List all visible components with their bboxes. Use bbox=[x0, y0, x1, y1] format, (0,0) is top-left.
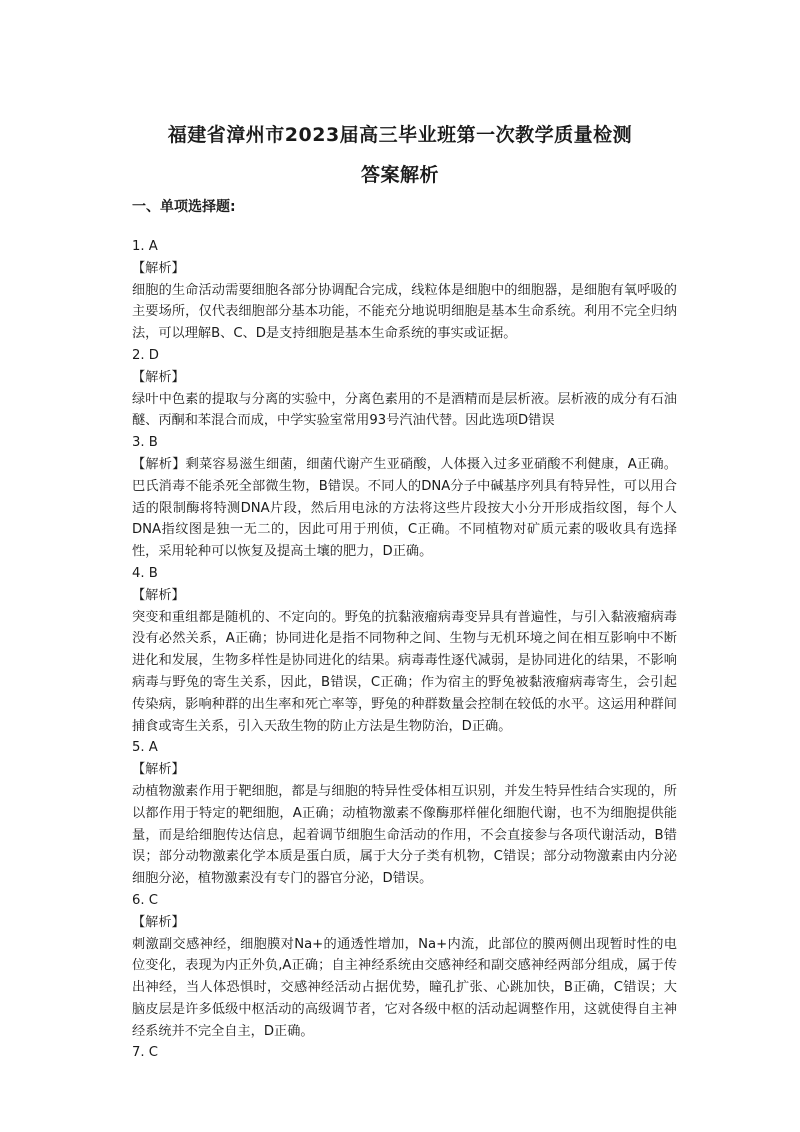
analysis-body: 剩菜容易滋生细菌，细菌代谢产生亚硝酸，人体摄入过多亚硝酸不利健康，A正确。巴氏消毒不能杀死全部微生物，B错误。不同人的DNA分子中碱基序列具有特异性，可以用合适的限制酶将特测DNA片段，然后用电泳的方法将这些片段按大小分开形成指纹图，每个人DNA指纹图是独一无二的，因此可用于刑侦，C正确。不同植物对矿质元素的吸收具有选择性，采用轮种可以恢复及提高土壤的肥力，D正确。 bbox=[132, 456, 677, 560]
question-5 bbox=[132, 737, 677, 890]
analysis-text: 绿叶中色素的提取与分离的实验中，分离色素用的不是酒精而是层析液。层析液的成分有石油醚、丙酮和苯混合而成，中学实验室常用93号汽油代替。因此选项D错误 bbox=[132, 391, 677, 429]
analysis-text bbox=[132, 454, 677, 563]
analysis-tag: 【解析】 bbox=[132, 762, 185, 778]
question-3 bbox=[132, 432, 677, 563]
analysis-text: 细胞的生命活动需要细胞各部分协调配合完成，线粒体是细胞中的细胞器，是细胞有氧呼吸的主要场所，仅代表细胞部分基本功能，不能充分地说明细胞是基本生命系统。利用不完全归纳法，可以理解B、C、D是支持细胞是基本生命系统的事实或证据。 bbox=[132, 282, 677, 342]
section-heading: 一、单项选择题: bbox=[132, 199, 236, 215]
analysis-tag: 【解析】 bbox=[132, 914, 185, 930]
question-number: 6. C bbox=[132, 892, 158, 908]
analysis-text: 刺激副交感神经，细胞膜对Na+的通透性增加，Na+内流，此部位的膜两侧出现暂时性的电位变化，表现为内正外负,A正确；自主神经系统由交感神经和副交感神经两部分组成，属于传出神经，当人体恐惧时，交感神经活动占据优势，瞳孔扩张、心跳加快，B正确，C错误；大脑皮层是许多低级中枢活动的高级调节者，它对各级中枢的活动起调整作用，这就使得自主神经系统并不完全自主，D正确。 bbox=[132, 936, 677, 1039]
document-title: 福建省漳州市2023届高三毕业班第一次教学质量检测 bbox=[167, 124, 633, 146]
question-6 bbox=[132, 890, 677, 1043]
analysis-tag: 【解析】 bbox=[132, 369, 185, 385]
question-1 bbox=[132, 236, 677, 345]
question-4 bbox=[132, 563, 677, 737]
question-2 bbox=[132, 345, 677, 432]
analysis-text: 突变和重组都是随机的、不定向的。野兔的抗黏液瘤病毒变异具有普遍性，与引入黏液瘤病毒没有必然关系，A正确；协同进化是指不同物种之间、生物与无机环境之间在相互影响中不断进化和发展，生物多样性是协同进化的结果。病毒毒性逐代减弱，是协同进化的结果，不影响病毒与野兔的寄生关系，因此，B错误，C正确；作为宿主的野兔被黏液瘤病毒寄生，会引起传染病，影响种群的出生率和死亡率等，野兔的种群数量会控制在较低的水平。这运用种群间捕食或寄生关系，引入天敌生物的防止方法是生物防治，D正确。 bbox=[132, 609, 677, 734]
document-subtitle: 答案解析 bbox=[360, 164, 439, 186]
question-number: 4. B bbox=[132, 565, 158, 581]
analysis-tag: 【解析】 bbox=[132, 456, 186, 472]
analysis-tag: 【解析】 bbox=[132, 587, 185, 603]
question-number: 3. B bbox=[132, 435, 158, 451]
question-number: 1. A bbox=[132, 239, 158, 254]
question-number: 7. C bbox=[132, 1045, 158, 1061]
analysis-tag: 【解析】 bbox=[132, 260, 185, 276]
answer-list bbox=[132, 236, 677, 1064]
analysis-text: 动植物激素作用于靶细胞，都是与细胞的特异性受体相互识别，并发生特异性结合实现的，所以都作用于特定的靶细胞，A正确；动植物激素不像酶那样催化细胞代谢，也不为细胞提供能量，而是给细胞传达信息，起着调节细胞生命活动的作用，不会直接参与各项代谢活动，B错误；部分动物激素化学本质是蛋白质，属于大分子类有机物，C错误；部分动物激素由内分泌细胞分泌，植物激素没有专门的器官分泌，D错误。 bbox=[132, 783, 677, 887]
question-number: 5. A bbox=[132, 740, 158, 756]
question-7 bbox=[132, 1042, 677, 1064]
question-number: 2. D bbox=[132, 347, 159, 363]
